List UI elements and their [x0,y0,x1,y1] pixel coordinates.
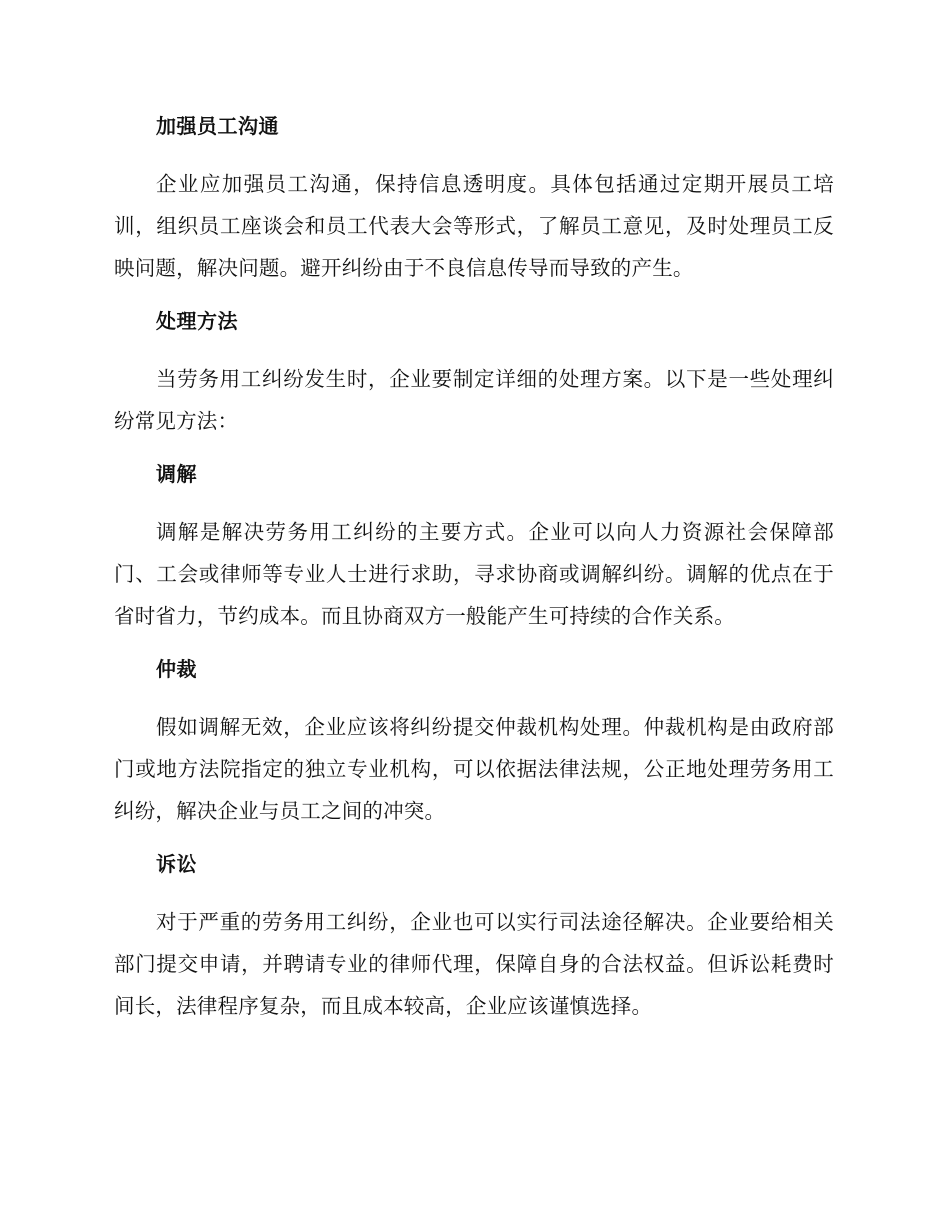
section-paragraph: 当劳务用工纠纷发生时，企业要制定详细的处理方案。以下是一些处理纠纷常见方法： [114,367,834,433]
section-paragraph: 调解是解决劳务用工纠纷的主要方式。企业可以向人力资源社会保障部门、工会或律师等专业人士进行求助，寻求协商或调解纠纷。调解的优点在于省时省力，节约成本。而且协商双方一般能产生可持续的合作关系。 [114,520,834,628]
section-heading: 处理方法 [156,309,238,333]
section-paragraph: 对于严重的劳务用工纠纷，企业也可以实行司法途径解决。企业要给相关部门提交申请，并聘请专业的律师代理，保障自身的合法权益。但诉讼耗费时间长，法律程序复杂，而且成本较高，企业应该谨慎选择。 [114,910,834,1018]
section-heading: 仲裁 [156,657,197,681]
section-communication [114,110,834,289]
section-heading: 加强员工沟通 [156,114,279,138]
section-paragraph: 企业应加强员工沟通，保持信息透明度。具体包括通过定期开展员工培训，组织员工座谈会和员工代表大会等形式，了解员工意见，及时处理员工反映问题，解决问题。避开纠纷由于不良信息传导而导致的产生。 [114,172,834,280]
document-page [114,110,834,1043]
section-heading: 调解 [156,462,197,486]
section-mediation [114,458,834,637]
section-heading: 诉讼 [156,852,197,876]
section-arbitration [114,653,834,832]
section-litigation [114,848,834,1027]
section-paragraph: 假如调解无效，企业应该将纠纷提交仲裁机构处理。仲裁机构是由政府部门或地方法院指定的独立专业机构，可以依据法律法规，公正地处理劳务用工纠纷，解决企业与员工之间的冲突。 [114,715,834,823]
section-methods [114,305,834,442]
